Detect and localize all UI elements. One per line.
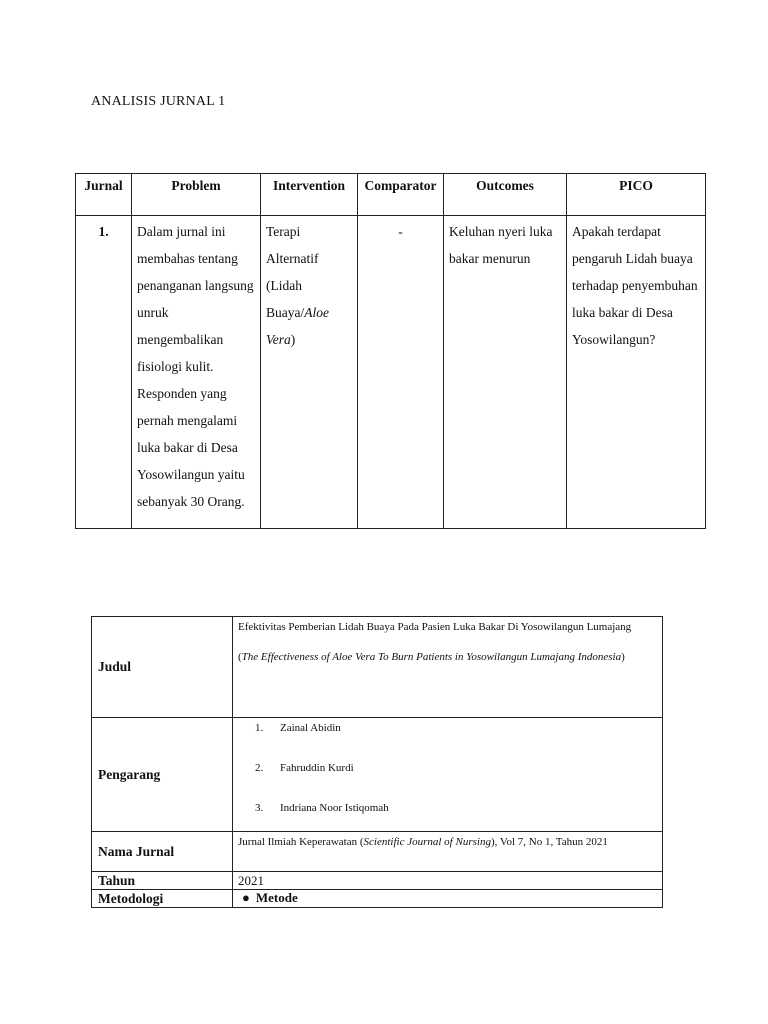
tahun-value: 2021 — [233, 872, 663, 890]
header-jurnal: Jurnal — [76, 174, 132, 216]
problem-cell: Dalam jurnal ini membahas tentang penanganan langsung unruk mengembalikan fisiologi kulit. Responden yang pernah mengalami luka bakar di Desa Yosowilangun yaitu sebanyak 30 Orang. — [132, 216, 261, 529]
pengarang-row — [92, 718, 663, 832]
row-number: 1. — [76, 216, 132, 529]
outcomes-cell: Keluhan nyeri luka bakar menurun — [444, 216, 567, 529]
intervention-close: ) — [290, 332, 296, 347]
metodologi-value — [233, 890, 663, 908]
author-item: 2. Fahruddin Kurdi — [266, 758, 657, 778]
journal-name-italic: Scientific Journal of Nursing — [363, 836, 491, 848]
title-english — [238, 647, 657, 667]
pengarang-value — [233, 718, 663, 832]
pico-header-row — [76, 174, 706, 216]
pico-table — [75, 173, 706, 529]
author-item: 3. Indriana Noor Istiqomah — [266, 798, 657, 818]
header-pico: PICO — [567, 174, 706, 216]
title-english-close: ) — [621, 651, 625, 663]
nama-jurnal-label: Nama Jurnal — [92, 832, 233, 872]
metodologi-label: Metodologi — [92, 890, 233, 908]
header-outcomes: Outcomes — [444, 174, 567, 216]
nama-jurnal-row — [92, 832, 663, 872]
author-item: 1. Zainal Abidin — [266, 718, 657, 738]
journal-name-suffix: ), Vol 7, No 1, Tahun 2021 — [490, 836, 608, 848]
tahun-label: Tahun — [92, 872, 233, 890]
journal-identity-table — [91, 616, 663, 908]
metode-text: Metode — [255, 890, 298, 905]
header-comparator: Comparator — [358, 174, 444, 216]
intervention-text: Terapi Alternatif (Lidah Buaya/ — [266, 224, 319, 320]
intervention-cell — [261, 216, 358, 529]
judul-label: Judul — [92, 617, 233, 718]
header-intervention: Intervention — [261, 174, 358, 216]
comparator-cell: - — [358, 216, 444, 529]
metodologi-row — [92, 890, 663, 908]
journal-name-prefix: Jurnal Ilmiah Keperawatan ( — [238, 836, 364, 848]
title-english-italic: The Effectiveness of Aloe Vera To Burn Patients in Yosowilangun Lumajang Indonesia — [241, 651, 622, 663]
title-indonesian: Efektivitas Pemberian Lidah Buaya Pada Pasien Luka Bakar Di Yosowilangun Lumajang — [238, 621, 632, 633]
pengarang-label: Pengarang — [92, 718, 233, 832]
bullet-icon: ● — [242, 890, 250, 905]
pico-cell: Apakah terdapat pengaruh Lidah buaya terhadap penyembuhan luka bakar di Desa Yosowilangun? — [567, 216, 706, 529]
pico-row — [76, 216, 706, 529]
intervention-italic: Aloe Vera — [266, 305, 329, 347]
page-title: ANALISIS JURNAL 1 — [91, 94, 226, 109]
tahun-row — [92, 872, 663, 890]
nama-jurnal-value — [233, 832, 663, 872]
header-problem: Problem — [132, 174, 261, 216]
title-english-open: ( — [238, 651, 242, 663]
judul-row — [92, 617, 663, 718]
author-list — [238, 718, 657, 818]
judul-value — [233, 617, 663, 718]
